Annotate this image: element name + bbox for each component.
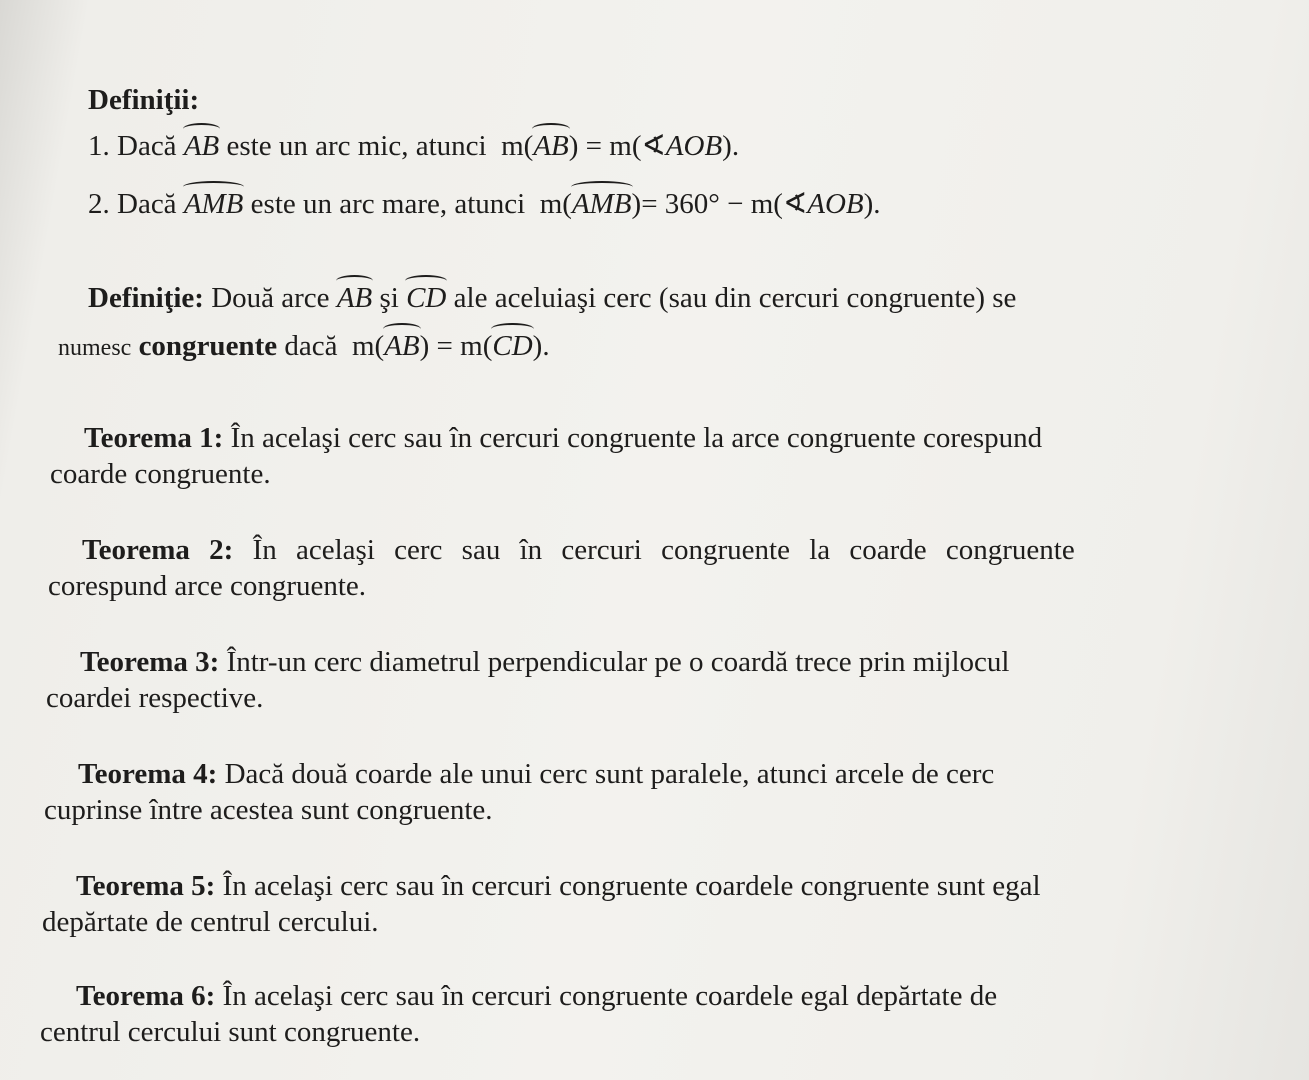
- definition-2: 2. Dacă AMB este un arc mare, atunci m(AMB)= 360° − m(∢AOB).: [88, 188, 881, 220]
- definition-label: Definiţie:: [88, 282, 204, 314]
- theorem-3: Teorema 3: Într-un cerc diametrul perpendicular pe o coardă trece prin mijlocul coardei respective.: [46, 646, 1010, 714]
- theorem-2: Teorema 2: În acelaşi cerc sau în cercuri congruente la coarde congruente corespund arce congruente.: [48, 534, 1075, 602]
- definitions-heading: Definiţii:: [88, 84, 200, 116]
- theorem-1: Teorema 1: În acelaşi cerc sau în cercuri congruente la arce congruente corespund coarde congruente.: [50, 422, 1043, 490]
- arc-ab: AB: [183, 130, 220, 162]
- congruent-term: congruente: [138, 330, 278, 362]
- theorem-label: Teorema 5:: [76, 870, 216, 902]
- definitions-section: [88, 82, 1168, 222]
- theorem-5: Teorema 5: În acelaşi cerc sau în cercuri congruente coardele congruente sunt egal depărtate de centrul cercului.: [42, 870, 1041, 938]
- definition-1: 1. Dacă AB este un arc mic, atunci m(AB) = m(∢AOB).: [88, 130, 740, 162]
- arc-amb: AMB: [183, 188, 244, 220]
- definition-congruent-arcs: Definiţie: Două arce AB şi CD ale aceluiaşi cerc (sau din cercuri congruente) se numesc congruente dacă m(AB) = m(CD).: [58, 282, 1017, 362]
- theorem-label: Teorema 3:: [80, 646, 220, 678]
- theorem-label: Teorema 4:: [78, 758, 218, 790]
- theorem-4: Teorema 4: Dacă două coarde ale unui cerc sunt paralele, atunci arcele de cerc cuprinse între acestea sunt congruente.: [44, 758, 995, 826]
- theorem-6: Teorema 6: În acelaşi cerc sau în cercuri congruente coardele egal depărtate de centrul cercului sunt congruente.: [40, 980, 998, 1048]
- theorem-label: Teorema 1:: [84, 422, 224, 454]
- theorem-label: Teorema 2:: [82, 534, 234, 566]
- theorem-label: Teorema 6:: [76, 980, 216, 1012]
